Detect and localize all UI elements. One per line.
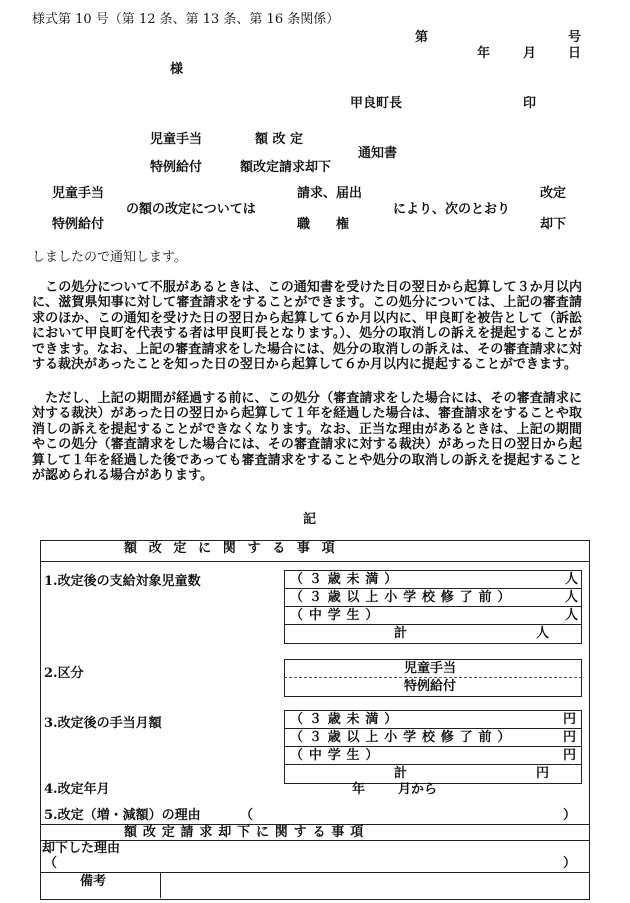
notice-ex-officio: 職 権 <box>297 217 350 232</box>
notice-ending: しましたので通知します。 <box>32 250 187 265</box>
title-notice: 通知書 <box>358 146 398 161</box>
amount-under3-unit: 円 <box>563 712 577 727</box>
notice-revise: 改定 <box>540 186 567 201</box>
row-category-label: 2.区分 <box>44 666 84 681</box>
notice-allowance: 児童手当 <box>52 186 105 201</box>
number-prefix: 第 <box>415 30 429 45</box>
section-revision-header: 額改定に関する事項 <box>124 541 347 556</box>
title-rejection: 額改定請求却下 <box>240 160 332 175</box>
rejection-open-paren: （ <box>44 856 58 871</box>
title-special: 特例給付 <box>150 160 203 175</box>
notice-revision-text: の額の改定については <box>126 202 256 217</box>
category-allowance: 児童手当 <box>404 661 457 676</box>
row-child-count-label: 1.改定後の支給対象児童数 <box>44 574 201 589</box>
revision-month-from: 月から <box>398 782 438 797</box>
remarks-label: 備考 <box>80 874 107 889</box>
count-primary-unit: 人 <box>565 590 579 605</box>
rejection-close-paren: ） <box>563 856 577 871</box>
deadline-paragraph: ただし、上記の期間が経過する前に、この処分（審査請求をした場合には、その審査請求に対する裁決）があった日の翌日から起算して１年を経過した場合は、審査請求をすることや取消しの訴えを提起することができなくなります。なお、正当な理由があるときは、上記の期間やこの処分（審査請求をした場合には、その審査請求に対する裁決）があった日の翌日から起算して１年を経過した後であっても審査請求をすることや処分の取消しの訴えを提起することが認められる場合があります。 <box>32 391 582 484</box>
section-rejection-header: 額改定請求却下に関する事項 <box>124 825 370 840</box>
notice-request: 請求、届出 <box>297 186 363 201</box>
notice-following: により、次のとおり <box>393 202 511 217</box>
ki-label: 記 <box>303 512 317 527</box>
row-monthly-amount-label: 3.改定後の手当月額 <box>44 716 162 731</box>
rejection-reason-label: 却下した理由 <box>42 841 121 856</box>
notice-reject: 却下 <box>540 217 567 232</box>
row-revision-date-label: 4.改定年月 <box>44 782 110 797</box>
count-primary-label: （３歳以上小学校修了前） <box>290 590 517 605</box>
date-year: 年 <box>477 46 491 61</box>
addressee-suffix: 様 <box>170 62 184 77</box>
count-junior-high-unit: 人 <box>565 608 579 623</box>
amount-junior-high-unit: 円 <box>563 748 577 763</box>
amount-under3-label: （３歳未満） <box>290 712 404 727</box>
count-junior-high-label: （中学生） <box>290 608 385 623</box>
amount-total-unit: 円 <box>536 766 550 781</box>
amount-primary-label: （３歳以上小学校修了前） <box>290 730 517 745</box>
reason-close-paren: ） <box>563 808 577 823</box>
amount-junior-high-label: （中学生） <box>290 748 385 763</box>
count-under3-label: （３歳未満） <box>290 572 404 587</box>
count-total-label: 計 <box>394 626 408 641</box>
date-month: 月 <box>523 46 537 61</box>
number-suffix: 号 <box>568 30 582 45</box>
date-day: 日 <box>568 46 582 61</box>
seal: 印 <box>523 96 537 111</box>
category-special: 特例給付 <box>404 679 457 694</box>
title-allowance: 児童手当 <box>150 132 203 147</box>
count-total-unit: 人 <box>536 626 550 641</box>
amount-total-label: 計 <box>394 766 408 781</box>
title-revision: 額 改 定 <box>255 132 304 147</box>
row-reason-label: 5.改定（増・減額）の理由 <box>44 808 201 823</box>
amount-primary-unit: 円 <box>563 730 577 745</box>
form-number: 様式第 10 号（第 12 条、第 13 条、第 16 条関係） <box>32 12 340 27</box>
count-under3-unit: 人 <box>565 572 579 587</box>
issuer: 甲良町長 <box>350 96 403 111</box>
notice-special: 特例給付 <box>52 217 105 232</box>
revision-year: 年 <box>352 782 366 797</box>
appeal-paragraph: この処分について不服があるときは、この通知書を受けた日の翌日から起算して３か月以内に、滋賀県知事に対して審査請求をすることができます。この処分については、上記の審査請求のほか、この通知を受けた日の翌日から起算して６か月以内に、甲良町を被告として（訴訟において甲良町を代表する者は甲良町長となります。）、処分の取消しの訴えを提起することができます。なお、上記の審査請求をした場合には、処分の取消しの訴えは、その審査請求に対する裁決があったことを知った日の翌日から起算して６か月以内に提起することができます。 <box>32 280 582 373</box>
reason-open-paren: （ <box>240 808 254 823</box>
